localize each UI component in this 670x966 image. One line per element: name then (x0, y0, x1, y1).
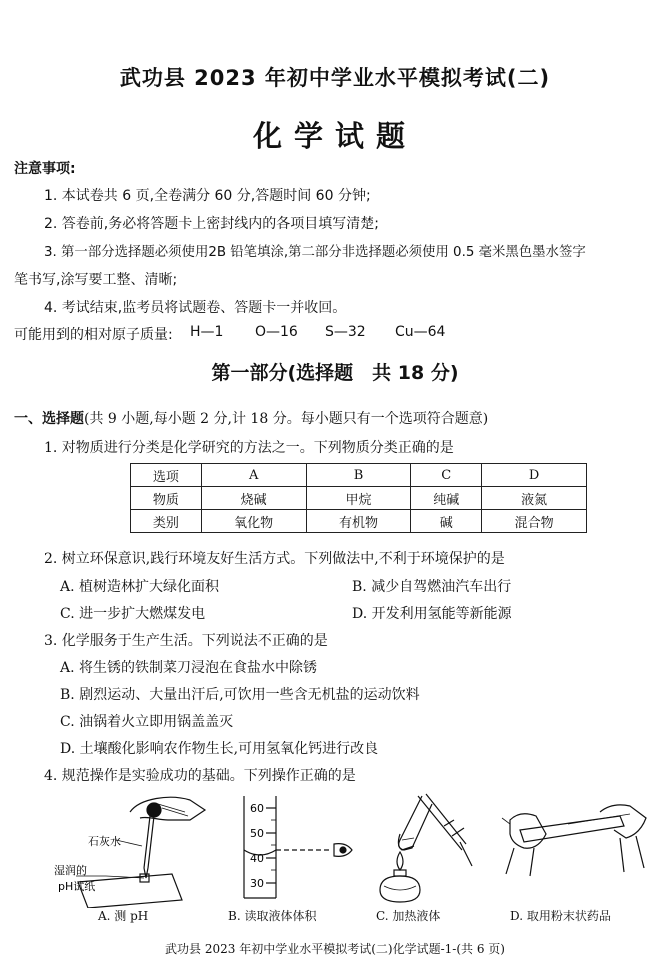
table-cell: 纯碱 (411, 487, 482, 510)
atomic-mass-s: S—32 (325, 324, 366, 340)
notice-item-1: 1. 本试卷共 6 页,全卷满分 60 分,答题时间 60 分钟; (44, 188, 371, 204)
table-cell: C (411, 464, 482, 487)
tick-50: 50 (250, 827, 264, 840)
q4-figures (40, 790, 660, 908)
q2-stem: 2. 树立环保意识,践行环境友好生活方式。下列做法中,不利于环境保护的是 (44, 551, 505, 567)
label-wet: 湿润的 (54, 864, 87, 877)
q2-option-c: C. 进一步扩大燃煤发电 (60, 606, 206, 622)
q1-table (130, 463, 587, 533)
figure-c-heating (380, 794, 472, 902)
table-row (131, 464, 587, 487)
table-cell: A (201, 464, 306, 487)
table-cell: 碱 (411, 510, 482, 533)
table-cell: 氧化物 (201, 510, 306, 533)
section-heading: 一、选择题 (14, 411, 84, 427)
subject-title: 化学试题 (252, 119, 417, 153)
caption-d: D. 取用粉末状药品 (510, 909, 611, 923)
page-footer: 武功县 2023 年初中学业水平模拟考试(二)化学试题-1-(共 6 页) (165, 942, 505, 956)
figure-a-ph-test (76, 797, 205, 908)
notice-item-2: 2. 答卷前,务必将答题卡上密封线内的各项目填写清楚; (44, 216, 379, 232)
notice-item-3-cont: 笔书写,涂写要工整、清晰; (14, 272, 178, 288)
q2-option-d: D. 开发利用氢能等新能源 (352, 606, 512, 622)
q3-option-d: D. 土壤酸化影响农作物生长,可用氢氧化钙进行改良 (60, 741, 379, 757)
table-row (131, 487, 587, 510)
caption-a: A. 测 pH (98, 909, 149, 923)
q3-option-c: C. 油锅着火立即用锅盖盖灭 (60, 714, 234, 730)
table-cell: 甲烷 (306, 487, 411, 510)
q3-stem: 3. 化学服务于生产生活。下列说法不正确的是 (44, 633, 328, 649)
table-cell: 混合物 (482, 510, 587, 533)
table-cell: 有机物 (306, 510, 411, 533)
atomic-mass-h: H—1 (190, 324, 224, 340)
q2-option-a: A. 植树造林扩大绿化面积 (60, 579, 220, 595)
q3-option-a: A. 将生锈的铁制菜刀浸泡在食盐水中除锈 (60, 660, 318, 676)
notice-heading: 注意事项: (14, 161, 76, 177)
label-ph-paper: pH试纸 (58, 880, 96, 893)
atomic-mass-o: O—16 (255, 324, 298, 340)
atomic-mass-label: 可能用到的相对原子质量: (14, 327, 173, 343)
figure-d-powder (502, 805, 646, 876)
table-row (131, 510, 587, 533)
q1-stem: 1. 对物质进行分类是化学研究的方法之一。下列物质分类正确的是 (44, 440, 454, 456)
table-cell: 物质 (131, 487, 202, 510)
table-cell: 类别 (131, 510, 202, 533)
table-cell: D (482, 464, 587, 487)
part1-title: 第一部分(选择题 共 18 分) (211, 362, 459, 384)
section-desc: (共 9 小题,每小题 2 分,计 18 分。每小题只有一个选项符合题意) (84, 411, 489, 427)
q2-option-b: B. 减少自驾燃油汽车出行 (352, 579, 512, 595)
q3-option-b: B. 剧烈运动、大量出汗后,可饮用一些含无机盐的运动饮料 (60, 687, 420, 703)
table-cell: B (306, 464, 411, 487)
exam-title: 武功县 2023 年初中学业水平模拟考试(二) (119, 66, 551, 90)
q4-stem: 4. 规范操作是实验成功的基础。下列操作正确的是 (44, 768, 356, 784)
label-limewater: 石灰水 (88, 835, 121, 848)
table-cell: 液氮 (482, 487, 587, 510)
notice-item-4: 4. 考试结束,监考员将试题卷、答题卡一并收回。 (44, 300, 347, 316)
notice-item-3: 3. 第一部分选择题必须使用2B 铅笔填涂,第二部分非选择题必须使用 0.5 毫米黑色墨水签字 (44, 245, 586, 260)
tick-30: 30 (250, 877, 264, 890)
table-cell: 烧碱 (201, 487, 306, 510)
caption-c: C. 加热液体 (376, 909, 441, 923)
tick-40: 40 (250, 852, 264, 865)
caption-b: B. 读取液体体积 (228, 909, 317, 923)
table-cell: 选项 (131, 464, 202, 487)
atomic-mass-cu: Cu—64 (395, 324, 446, 340)
tick-60: 60 (250, 802, 264, 815)
